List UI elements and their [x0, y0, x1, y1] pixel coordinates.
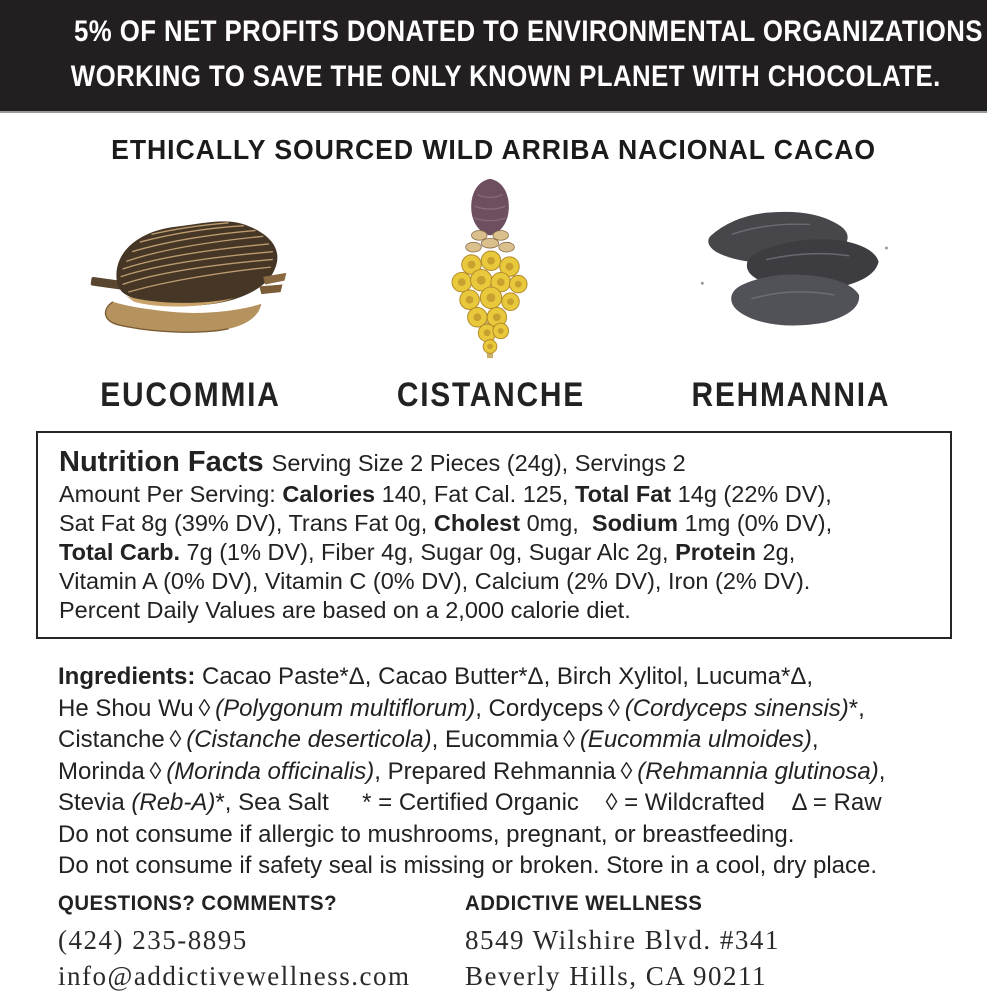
nutrition-line-carbs: Total Carb. 7g (1% DV), Fiber 4g, Sugar 0g, Sugar Alc 2g, Protein 2g,	[59, 539, 796, 565]
contact-block	[58, 892, 465, 994]
botanical-name-rehmannia: REHMANNIA	[691, 376, 891, 414]
botanical-name-eucommia: EUCOMMIA	[100, 376, 281, 414]
nutrition-line-serving: Nutrition Facts Serving Size 2 Pieces (24g), Servings 2	[59, 446, 686, 478]
ingredients-section	[58, 661, 947, 882]
ingredients-line-legend: Stevia (Reb-A)*, Sea Salt * = Certified Organic ◊ = Wildcrafted Δ = Raw	[58, 789, 882, 816]
nutrition-line-dv-note: Percent Daily Values are based on a 2,000 calorie diet.	[59, 597, 631, 623]
ingredients-line-3: Cistanche ◊ (Cistanche deserticola), Eucommia ◊ (Eucommia ulmoides),	[58, 726, 819, 753]
cacao-source-heading: ETHICALLY SOURCED WILD ARRIBA NACIONAL CACAO	[111, 134, 876, 165]
email-address: info@addictivewellness.com	[58, 960, 411, 991]
eucommia-bark-image	[84, 188, 296, 352]
botanical-rehmannia	[641, 172, 941, 415]
donation-banner	[0, 0, 987, 113]
botanical-eucommia	[40, 172, 340, 415]
warning-line-1: Do not consume if allergic to mushrooms, pregnant, or breastfeeding.	[58, 820, 795, 848]
nutrition-line-calories: Amount Per Serving: Calories 140, Fat Cal. 125, Total Fat 14g (22% DV),	[59, 481, 832, 507]
company-block	[465, 892, 780, 994]
banner-line-1: 5% OF NET PROFITS DONATED TO ENVIRONMENTAL ORGANIZATIONS	[73, 15, 983, 48]
warning-line-2: Do not consume if safety seal is missing or broken. Store in a cool, dry place.	[58, 852, 878, 879]
nutrition-facts-panel	[36, 431, 952, 639]
ingredients-line-1: Ingredients: Cacao Paste*Δ, Cacao Butter*Δ, Birch Xylitol, Lucuma*Δ,	[58, 663, 814, 690]
contact-title: QUESTIONS? COMMENTS?	[58, 891, 338, 915]
footer	[58, 892, 987, 994]
botanical-cistanche	[340, 172, 640, 415]
botanical-name-cistanche: CISTANCHE	[396, 376, 585, 414]
company-name: ADDICTIVE WELLNESS	[465, 891, 703, 915]
banner-line-2: WORKING TO SAVE THE ONLY KNOWN PLANET WITH CHOCOLATE.	[70, 60, 941, 93]
address-line-1: 8549 Wilshire Blvd. #341	[465, 924, 780, 955]
rehmannia-slices-image	[673, 189, 908, 351]
botanicals-row	[40, 172, 941, 415]
phone-number: (424) 235-8895	[58, 924, 248, 955]
address-line-2: Beverly Hills, CA 90211	[465, 960, 767, 991]
ingredients-line-2: He Shou Wu ◊ (Polygonum multiflorum), Cordyceps ◊ (Cordyceps sinensis)*,	[58, 694, 865, 722]
nutrition-line-fats: Sat Fat 8g (39% DV), Trans Fat 0g, Cholest 0mg, Sodium 1mg (0% DV),	[59, 510, 833, 536]
ingredients-line-4: Morinda ◊ (Morinda officinalis), Prepared Rehmannia ◊ (Rehmannia glutinosa),	[58, 757, 886, 785]
nutrition-line-vitamins: Vitamin A (0% DV), Vitamin C (0% DV), Calcium (2% DV), Iron (2% DV).	[59, 568, 811, 594]
cistanche-flower-image	[444, 175, 537, 365]
